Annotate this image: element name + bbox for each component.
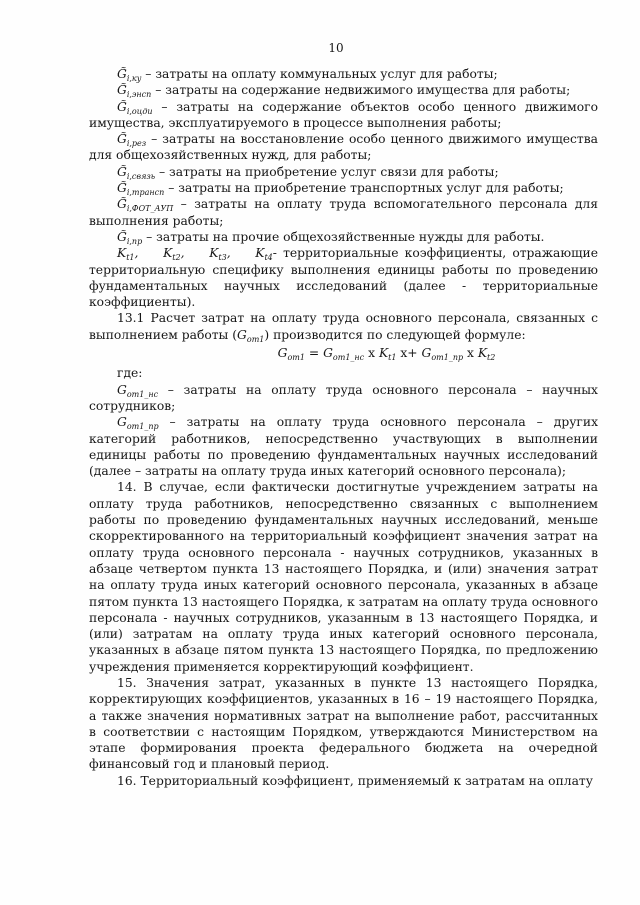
definition-research-staff: $G_{от1\_нс}$ – затраты на оплату труда основного персонала – научных сотрудников;: [89, 382, 598, 413]
paragraph-15: 15. Значения затрат, указанных в пункте 13 настоящего Порядка, корректирующих коэффициентов, указанных в 16 – 19 настоящего Порядка, а также значения нормативных затрат на выполнение работ, рассчитанных в соответствии с настоящим Порядком, утверждаются Министерством на этапе формирования проекта федерального бюджета на очередной финансовый год и плановый период.: [89, 675, 598, 772]
paragraph-16: 16. Территориальный коэффициент, применяемый к затратам на оплату: [117, 773, 593, 788]
symbol: $G̃_{i,ку}$: [117, 67, 142, 83]
coefficient-k2: $K_{t2}$: [163, 246, 181, 263]
symbol: $G̃_{i,ФОТ\_АУП}$: [117, 197, 174, 214]
definition-other-needs: $G̃_{i,пр}$ – затраты на прочие общехозяйственные нужды для работы.: [117, 229, 545, 246]
symbol: $G̃_{i,энсп}$: [117, 83, 152, 100]
coefficient-k4: $K_{t4}$: [255, 246, 273, 263]
symbol: $G̃_{i,оцди}$: [117, 99, 153, 116]
definition-restoration: $G̃_{i,рез}$ – затраты на восстановление особо ценного движимого имущества для общехозяйственных нужд, для работы;: [89, 132, 598, 163]
symbol: $G_{от1}$: [237, 327, 265, 344]
coefficient-k1: $K_{t1}$: [117, 246, 135, 263]
symbol: $G_{от1\_нс}$: [117, 382, 159, 399]
definition-communication: $G̃_{i,связь}$ – затраты на приобретение услуг связи для работы;: [117, 164, 499, 181]
territorial-coefficients: $K_{t1}$, $K_{t2}$, $K_{t3}$, $K_{t4}-$ территориальные коэффициенты, отражающие территориальную специфику выполнения единицы работы по проведению фундаментальных научных исследований (далее - территориальные коэффициенты).: [89, 246, 598, 310]
paragraph-13-1: 13.1 Расчет затрат на оплату труда основного персонала, связанных с выполнением работы $(G_{от1})$ производится по следующей формуле:: [89, 311, 598, 344]
document-body: [89, 66, 598, 789]
page-number: 10: [328, 41, 344, 55]
definition-utilities: $G̃_{i,ку}$ – затраты на оплату коммунальных услуг для работы;: [117, 67, 498, 83]
definition-movable-property: $G̃_{i,оцди}$ – затраты на содержание объектов особо ценного движимого имущества, эксплуатируемого в процессе выполнения работы;: [89, 99, 598, 130]
symbol: $G̃_{i,связь}$: [117, 164, 156, 181]
definition-real-estate: $G̃_{i,энсп}$ – затраты на содержание недвижимого имущества для работы;: [117, 83, 571, 100]
formula: $G_{от1} = G_{от1\_нс}$ x $K_{t1}$ $x+ G_{от1\_пр}$ x $K_{t2}$: [277, 346, 496, 363]
definition-support-staff: $G̃_{i,ФОТ\_АУП}$ – затраты на оплату труда вспомогательного персонала для выполнения работы;: [89, 197, 598, 228]
definition-transport: $G̃_{i,трансп}$ – затраты на приобретение транспортных услуг для работы;: [117, 181, 564, 198]
symbol: $G̃_{i,пр}$: [117, 229, 143, 246]
symbol: $G̃_{i,рез}$: [117, 132, 147, 149]
coefficient-k3: $K_{t3}$: [209, 246, 227, 263]
definition-other-staff: $G_{от1\_пр}$ – затраты на оплату труда основного персонала – других категорий работников, непосредственно участвующих в выполнении единицы работы по проведению фундаментальных научных исследований (далее – затраты на оплату труда иных категорий основного персонала);: [89, 415, 598, 479]
paragraph-14: 14. В случае, если фактически достигнутые учреждением затраты на оплату труда работников, непосредственно связанных с выполнением работы по проведению фундаментальных научных исследований, меньше скорректированного на территориальный коэффициент значения затрат на оплату труда основного персонала - научных сотрудников, указанных в абзаце четвертом пункта 13 настоящего Порядка, и (или) значения затрат на оплату труда иных категорий основного персонала, указанных в абзаце пятом пункта 13 настоящего Порядка, к затратам на оплату труда основного персонала - научных сотрудников, указанным в 13 настоящего Порядка, и (или) затратам на оплату труда иных категорий основного персонала, указанных в абзаце пятом пункта 13 настоящего Порядка, по предложению учреждения применяется корректирующий коэффициент.: [89, 480, 598, 674]
where-label: где:: [117, 366, 143, 381]
symbol: $G_{от1\_пр}$: [117, 415, 159, 432]
symbol: $G̃_{i,трансп}$: [117, 181, 165, 198]
